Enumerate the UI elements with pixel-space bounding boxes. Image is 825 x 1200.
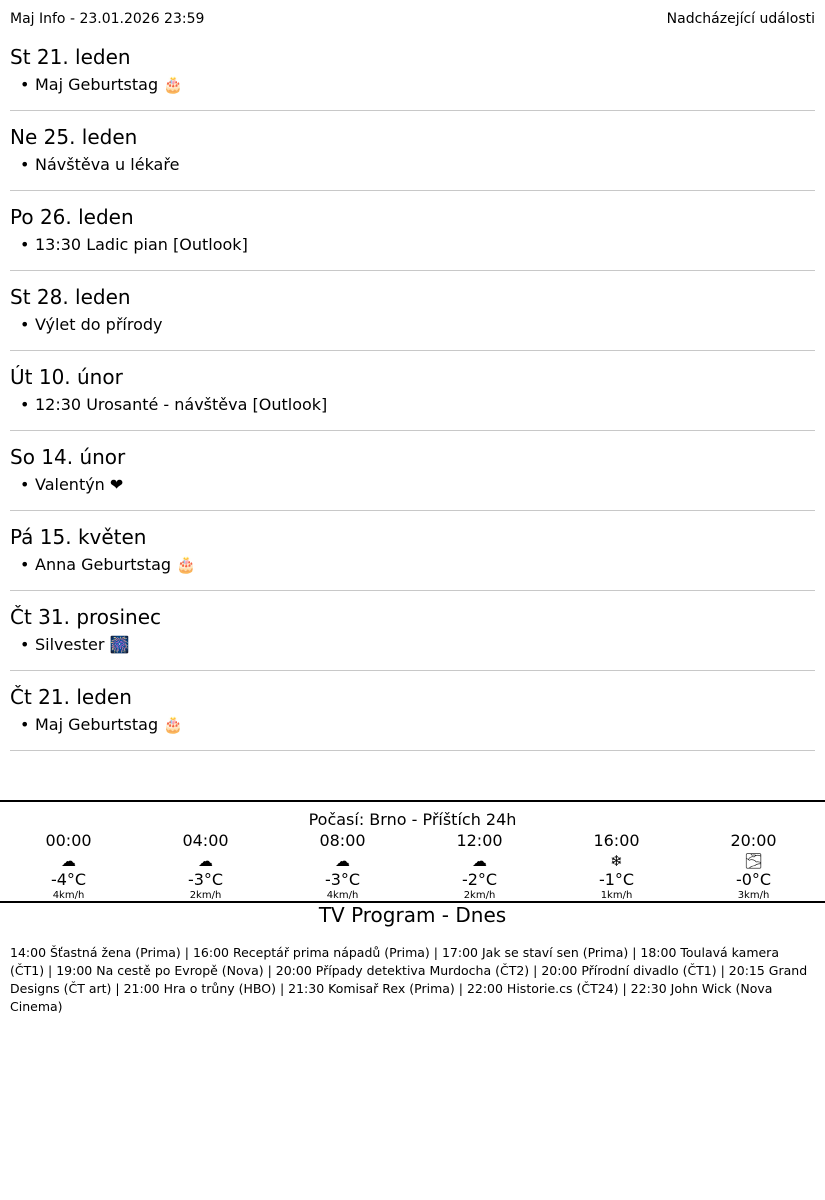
forecast-wind: 2km/h	[189, 890, 222, 901]
event-item	[20, 634, 129, 656]
event-day	[10, 511, 815, 591]
event-item	[20, 394, 327, 416]
event-label: Maj Geburtstag 🎂	[35, 75, 184, 94]
cloud-icon: ☁	[335, 852, 350, 870]
event-item	[20, 714, 183, 736]
event-date: St 28. leden	[10, 285, 131, 309]
forecast-wind: 3km/h	[737, 890, 770, 901]
forecast-slot	[137, 830, 274, 902]
event-date: Čt 31. prosinec	[10, 605, 161, 629]
forecast-slot	[548, 830, 685, 902]
event-date: Pá 15. květen	[10, 525, 147, 549]
fog-icon: 🌫	[743, 852, 764, 870]
bullet: •	[20, 315, 30, 334]
forecast-time: 20:00	[730, 831, 777, 850]
bullet: •	[20, 235, 30, 254]
snowflake-icon: ❄	[610, 852, 623, 870]
bullet: •	[20, 75, 30, 94]
forecast-slot	[685, 830, 822, 902]
event-day	[10, 351, 815, 431]
forecast-temp: -3°C	[324, 870, 361, 889]
event-day	[10, 111, 815, 191]
bullet: •	[20, 475, 30, 494]
event-label: Maj Geburtstag 🎂	[35, 715, 184, 734]
event-date: So 14. únor	[10, 445, 126, 469]
event-label: Silvester 🎆	[35, 635, 130, 654]
forecast-temp: -2°C	[461, 870, 498, 889]
event-day	[10, 31, 815, 111]
event-item	[20, 74, 183, 96]
forecast-wind: 4km/h	[52, 890, 85, 901]
event-item	[20, 554, 196, 576]
cloud-icon: ☁	[472, 852, 487, 870]
events-list	[10, 31, 815, 751]
event-item	[20, 234, 248, 256]
event-item	[20, 154, 179, 176]
event-item	[20, 314, 162, 336]
section-title: Nadcházející události	[666, 11, 815, 27]
event-label: Návštěva u lékaře	[35, 155, 180, 174]
tv-title: TV Program - Dnes	[318, 903, 507, 927]
bullet: •	[20, 395, 30, 414]
forecast-time: 08:00	[319, 831, 366, 850]
forecast-wind: 1km/h	[600, 890, 633, 901]
event-day	[10, 271, 815, 351]
event-date: Ne 25. leden	[10, 125, 138, 149]
header-bar	[10, 9, 815, 29]
forecast-temp: -3°C	[187, 870, 224, 889]
event-day	[10, 591, 815, 671]
event-label: 12:30 Urosanté - návštěva [Outlook]	[35, 395, 328, 414]
event-date: Čt 21. leden	[10, 685, 132, 709]
event-day	[10, 671, 815, 751]
forecast-slot	[0, 830, 137, 902]
tv-listing: 14:00 Šťastná žena (Prima) | 16:00 Receptář prima nápadů (Prima) | 17:00 Jak se staví sen (Prima) | 18:00 Toulavá kamera (ČT1) | 19:00 Na cestě po Evropě (Nova) | 20:00 Případy detektiva Murdocha (ČT2) | 20:00 Přírodní divadlo (ČT1) | 20:15 Grand Designs (ČT art) | 21:00 Hra o trůny (HBO) | 21:30 Komisař Rex (Prima) | 22:00 Historie.cs (ČT24) | 22:30 John Wick (Nova Cinema)	[10, 945, 808, 1014]
weather-forecast	[0, 830, 825, 902]
event-label: Valentýn ❤	[35, 475, 124, 494]
forecast-temp: -1°C	[598, 870, 635, 889]
weather-panel	[0, 800, 825, 903]
info-title: Maj Info - 23.01.2026 23:59	[10, 11, 205, 27]
event-date: Po 26. leden	[10, 205, 134, 229]
cloud-icon: ☁	[61, 852, 76, 870]
event-label: Anna Geburtstag 🎂	[35, 555, 197, 574]
forecast-slot	[274, 830, 411, 902]
forecast-time: 04:00	[182, 831, 229, 850]
forecast-temp: -4°C	[50, 870, 87, 889]
bullet: •	[20, 555, 30, 574]
forecast-wind: 4km/h	[326, 890, 359, 901]
event-label: 13:30 Ladic pian [Outlook]	[35, 235, 248, 254]
forecast-time: 12:00	[456, 831, 503, 850]
bullet: •	[20, 635, 30, 654]
forecast-time: 16:00	[593, 831, 640, 850]
event-day	[10, 431, 815, 511]
cloud-icon: ☁	[198, 852, 213, 870]
event-day	[10, 191, 815, 271]
weather-title: Počasí: Brno - Příštích 24h	[308, 810, 517, 829]
event-date: Út 10. únor	[10, 365, 123, 389]
bullet: •	[20, 155, 30, 174]
forecast-slot	[411, 830, 548, 902]
forecast-time: 00:00	[45, 831, 92, 850]
event-label: Výlet do přírody	[35, 315, 163, 334]
forecast-temp: -0°C	[735, 870, 772, 889]
event-item	[20, 474, 123, 496]
forecast-wind: 2km/h	[463, 890, 496, 901]
bullet: •	[20, 715, 30, 734]
event-date: St 21. leden	[10, 45, 131, 69]
